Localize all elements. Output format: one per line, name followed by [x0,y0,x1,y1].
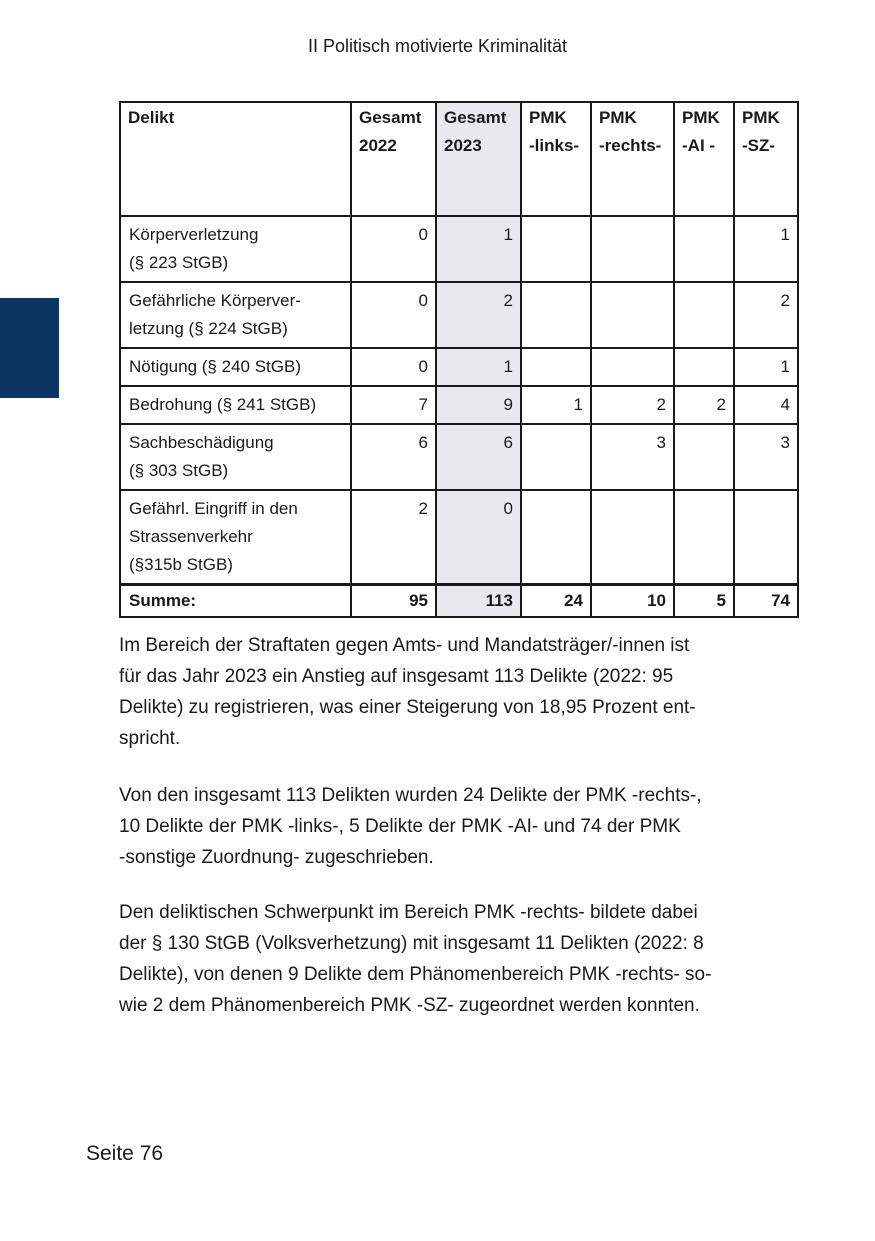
sum-pmk-rechts: 10 [591,585,674,618]
cell-pmk-sz: 3 [734,424,798,490]
paragraph-3 [119,897,779,1021]
sum-label: Summe: [120,585,351,618]
cell-gesamt-2022: 6 [351,424,436,490]
cell-pmk-sz: 1 [734,216,798,282]
cell-pmk-links [521,424,591,490]
paragraph-2 [119,780,779,873]
cell-pmk-ai: 2 [674,386,734,424]
cell-gesamt-2023: 0 [436,490,521,585]
cell-pmk-rechts: 2 [591,386,674,424]
sum-gesamt-2023: 113 [436,585,521,618]
cell-delikt: Gefährliche Körperver- letzung (§ 224 StGB) [120,282,351,348]
table-row [120,490,798,585]
cell-delikt: Gefährl. Eingriff in den Strassenverkehr (§315b StGB) [120,490,351,585]
sum-pmk-ai: 5 [674,585,734,618]
crime-table [119,101,799,618]
cell-pmk-sz: 1 [734,348,798,386]
cell-gesamt-2022: 0 [351,282,436,348]
table-row [120,424,798,490]
cell-gesamt-2023: 6 [436,424,521,490]
cell-pmk-links [521,348,591,386]
cell-pmk-rechts [591,348,674,386]
cell-pmk-links [521,490,591,585]
paragraph-1 [119,630,779,754]
page-number: Seite 76 [86,1142,164,1165]
header-gesamt-2022: Gesamt 2022 [351,102,436,216]
table-header-row [120,102,798,216]
header-gesamt-2023: Gesamt 2023 [436,102,521,216]
sum-pmk-sz: 74 [734,585,798,618]
sum-pmk-links: 24 [521,585,591,618]
cell-gesamt-2022: 2 [351,490,436,585]
cell-gesamt-2023: 9 [436,386,521,424]
cell-delikt: Bedrohung (§ 241 StGB) [120,386,351,424]
paragraph-line: Delikte), von denen 9 Delikte dem Phänomenbereich PMK -rechts- so- [119,964,712,985]
paragraph-line: für das Jahr 2023 ein Anstieg auf insgesamt 113 Delikte (2022: 95 [119,666,674,687]
table-row [120,348,798,386]
chapter-side-tab [0,298,59,398]
cell-pmk-links: 1 [521,386,591,424]
cell-delikt: Körperverletzung (§ 223 StGB) [120,216,351,282]
paragraph-line: 10 Delikte der PMK -links-, 5 Delikte der PMK -AI- und 74 der PMK [119,816,681,837]
paragraph-line: -sonstige Zuordnung- zugeschrieben. [119,847,434,868]
cell-gesamt-2022: 0 [351,216,436,282]
cell-gesamt-2023: 1 [436,216,521,282]
cell-gesamt-2022: 0 [351,348,436,386]
paragraph-line: Delikte) zu registrieren, was einer Steigerung von 18,95 Prozent ent- [119,697,696,718]
cell-pmk-ai [674,348,734,386]
header-pmk-rechts: PMK -rechts- [591,102,674,216]
paragraph-line: wie 2 dem Phänomenbereich PMK -SZ- zugeordnet werden konnten. [119,995,700,1016]
cell-delikt: Sachbeschädigung (§ 303 StGB) [120,424,351,490]
cell-pmk-sz: 2 [734,282,798,348]
paragraph-line: Den deliktischen Schwerpunkt im Bereich PMK -rechts- bildete dabei [119,902,698,923]
cell-delikt: Nötigung (§ 240 StGB) [120,348,351,386]
cell-pmk-links [521,216,591,282]
cell-pmk-ai [674,282,734,348]
table-sum-row [120,585,798,618]
cell-pmk-ai [674,424,734,490]
paragraph-line: spricht. [119,728,181,749]
table-row [120,216,798,282]
paragraph-line: der § 130 StGB (Volksverhetzung) mit insgesamt 11 Delikten (2022: 8 [119,933,704,954]
header-pmk-sz: PMK -SZ- [734,102,798,216]
table-row [120,386,798,424]
cell-gesamt-2023: 2 [436,282,521,348]
sum-gesamt-2022: 95 [351,585,436,618]
cell-pmk-links [521,282,591,348]
table-row [120,282,798,348]
cell-gesamt-2022: 7 [351,386,436,424]
cell-pmk-rechts [591,282,674,348]
cell-pmk-rechts [591,490,674,585]
cell-pmk-sz [734,490,798,585]
cell-pmk-ai [674,490,734,585]
paragraph-line: Von den insgesamt 113 Delikten wurden 24 Delikte der PMK -rechts-, [119,785,702,806]
cell-pmk-rechts: 3 [591,424,674,490]
cell-pmk-sz: 4 [734,386,798,424]
header-pmk-links: PMK -links- [521,102,591,216]
cell-pmk-ai [674,216,734,282]
paragraph-line: Im Bereich der Straftaten gegen Amts- und Mandatsträger/-innen ist [119,635,690,656]
cell-pmk-rechts [591,216,674,282]
running-head: II Politisch motivierte Kriminalität [307,36,568,56]
header-delikt: Delikt [120,102,351,216]
header-pmk-ai: PMK -AI - [674,102,734,216]
cell-gesamt-2023: 1 [436,348,521,386]
